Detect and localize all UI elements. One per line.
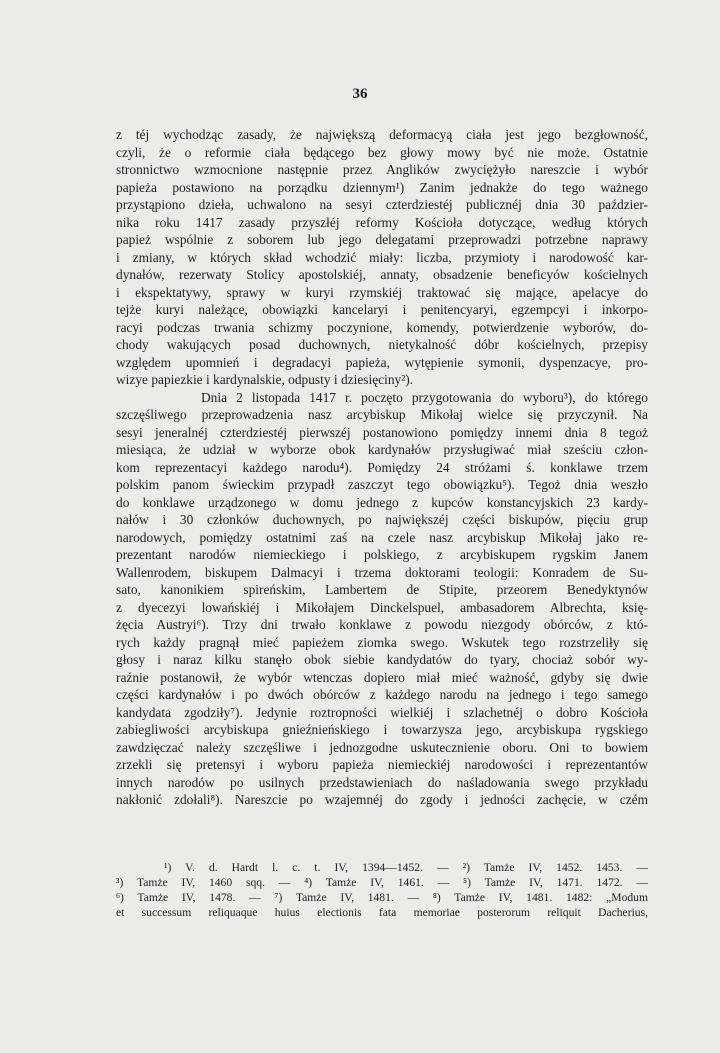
text-line: papieża postawiono na porządku dziennym¹) Zanim jednakże do tego ważnego <box>116 179 648 195</box>
text-line: miesiąca, że udział w wyborze obok kardynałów przysługiwać miał sześciu człon- <box>116 442 648 457</box>
text-line: papież wspólnie z soborem lub jego delegatami przeprowadzi potrzebne naprawy <box>116 232 648 247</box>
text-line: nakłonić zdołali⁸). Nareszcie po wzajemnéj do zgody i jedności zachęcie, w czém <box>116 792 648 807</box>
text-line: i zmiany, w których skład wchodzić miały: liczba, przymioty i narodowość kar- <box>116 249 648 265</box>
footnotes <box>116 860 648 920</box>
text-line: głosy i naraz kilku stanęło obok siebie kandydatów do tyary, chociaż sobór wy- <box>116 652 648 667</box>
text-line: tejże kuryi należące, obowiązki kancelaryi i penitencyaryi, egzempcyi i inkorpo- <box>116 302 648 317</box>
text-line: części kardynałów i po dwóch obórców z każdego narodu na jednego i tego samego <box>116 687 648 702</box>
text-line: względem upomnień i degradacyi papieża, wytępienie symonii, dyspenzacye, pro- <box>116 354 648 370</box>
text-line: dynałów, rezerwaty Stolicy apostolskiéj, annaty, obsadzenie beneficyów kościelnych <box>116 267 648 282</box>
text-line: zrzekli się pretensyi i wyboru papieża niemieckiéj narodowości i reprezentantów <box>116 757 648 772</box>
text-line: sato, kanonikiem spireńskim, Lambertem de Stipite, przeorem Benedyktynów <box>116 582 648 597</box>
text-line: rych każdy pragnął mieć papieżem ziomka swego. Wskutek tego rozstrzeliły się <box>116 634 648 650</box>
paragraph-end-line: wizye papiezkie i kardynalskie, odpusty i dziesięciny²). <box>116 372 414 387</box>
text-line: chody wakujących posad duchownych, nietykalność dóbr kościelnych, przepisy <box>116 337 648 352</box>
text-line: stronnictwo wzmocnione następnie przez Anglików zwyciężyło nareszcie i wybór <box>116 162 648 177</box>
text-line: przystąpiono dzieła, uchwalono na sesyi czterdziestéj publicznéj dnia 30 paździer- <box>116 197 648 212</box>
text-line: z dyecezyi lowańskiéj i Mikołajem Dinckelspuel, ambasadorem Albrechta, księ- <box>116 599 648 615</box>
text-line: innych narodów po usilnych przedstawieniach do naśladowania swego przykładu <box>116 774 648 790</box>
paragraph-start-line: Dnia 2 listopada 1417 r. poczęto przygotowania do wyboru³), do którego <box>201 389 648 405</box>
text-line: racyi podczas trwania schizmy poczynione, komendy, potwierdzenie wyborów, do- <box>116 319 648 335</box>
text-line: kom reprezentacyi każdego narodu⁴). Pomiędzy 24 stróżami ś. konklawe trzem <box>116 459 648 475</box>
text-line: szczęśliwego przeprowadzenia nasz arcybiskup Mikołaj wielce się przyczynił. Na <box>116 407 648 422</box>
text-line: narodowych, pomiędzy ostatnimi zaś na czele nasz arcybiskup Mikołaj jako re- <box>116 529 648 545</box>
text-line: żęcia Austryi⁶). Trzy dni trwało konklawe z powodu niezgody obórców, z któ- <box>116 617 648 632</box>
text-line: nałów i 30 członków duchownych, po największéj części biskupów, pięciu grup <box>116 512 648 527</box>
text-line: z téj wychodząc zasady, że największą deformacyą ciała jest jego bezgłowność, <box>116 127 648 142</box>
footnote-line: ¹) V. d. Hardt l. c. t. IV, 1394—1452. — ²) Tamże IV, 1452. 1453. — <box>164 861 648 874</box>
page-number: 36 <box>352 86 368 102</box>
text-line: prezentant narodów niemieckiego i polskiego, z arcybiskupem rygskim Janem <box>116 547 648 562</box>
text-line: sesyi jeneralnéj czterdziestéj pierwszéj postanowiono pomiędzy innemi dnia 8 tegoż <box>116 424 648 440</box>
text-line: czyli, że o reformie ciała będącego bez głowy mowy być nie może. Ostatnie <box>116 144 648 160</box>
text-line: i ekspektatywy, sprawy w kuryi rzymskiéj traktować się mające, apelacye do <box>116 284 648 300</box>
text-line: zawdzięczać należy szczęśliwe i jednozgodne uskutecznienie oboru. Oni to bowiem <box>116 739 648 755</box>
footnote-line: et successum reliquaque huius electionis fata memoriae posterorum reliquit Dacherius, <box>116 906 648 919</box>
text-line: do konklawe urządzonego w domu jednego z kupców konstancyjskich 23 kardy- <box>116 494 648 510</box>
text-line: Wallenrodem, biskupem Dalmacyi i trzema doktorami teologii: Konradem de Su- <box>116 564 648 580</box>
text-line: polskim panom świeckim przypadł zaszczyt tego obowiązku⁵). Tegoż dnia weszło <box>116 477 648 492</box>
text-line: raźnie postanowił, że wybór wtenczas dopiero miał mieć ważność, gdyby się dwie <box>116 669 648 685</box>
footnote-line: ³) Tamże IV, 1460 sqq. — ⁴) Tamże IV, 1461. — ⁵) Tamże IV, 1471. 1472. — <box>116 876 648 889</box>
text-line: zabiegliwości arcybiskupa gnieźnieńskiego i towarzysza jego, arcybiskupa rygskiego <box>116 722 648 737</box>
text-line: kandydata zgodziły⁷). Jedynie roztropności wielkiéj i szlachetnéj o dobro Kościoła <box>116 704 648 720</box>
main-text <box>116 126 648 809</box>
footnote-line: ⁶) Tamże IV, 1478. — ⁷) Tamże IV, 1481. — ⁸) Tamże IV, 1481. 1482: „Modum <box>116 891 648 904</box>
text-line: nika roku 1417 zasady przyszłéj reformy Kościoła dotyczące, według których <box>116 214 648 230</box>
